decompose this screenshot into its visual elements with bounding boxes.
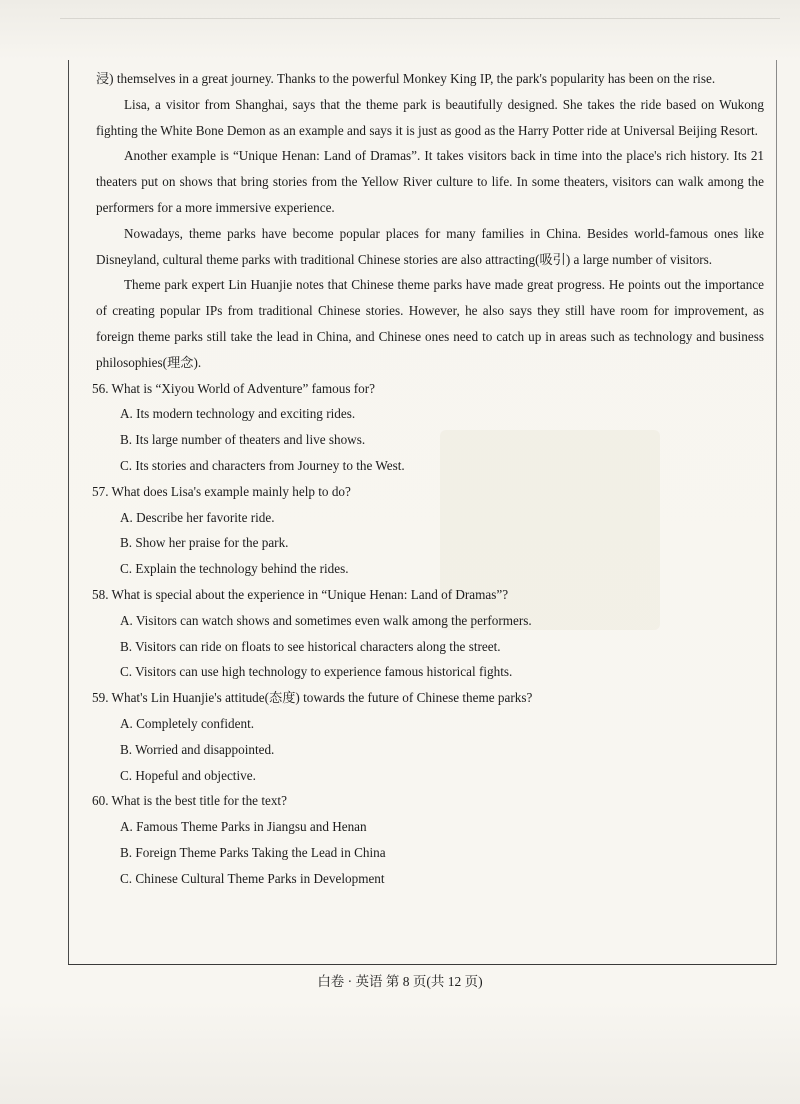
passage-paragraph-4: Nowadays, theme parks have become popular places for many families in China. Besides world-famous ones like Disneyland, cultural theme parks with traditional Chinese stories are also attracting(吸引) a large number of visitors. [96,225,764,267]
option-c: C. Chinese Cultural Theme Parks in Development [120,870,385,886]
option-b: B. Show her praise for the park. [120,535,289,551]
page-content [92,66,764,892]
question-59 [92,685,764,788]
question-stem: 60. What is the best title for the text? [92,793,287,809]
passage-paragraph-5: Theme park expert Lin Huanjie notes that Chinese theme parks have made great progress. He points out the importance of creating popular IPs from traditional Chinese stories. However, he also says they still have room for improvement, as foreign theme parks still take the lead in China, and Chinese ones need to catch up in areas such as technology and business philosophies(理念). [96,277,764,370]
option-b: B. Worried and disappointed. [120,741,275,757]
question-stem: 58. What is special about the experience in “Unique Henan: Land of Dramas”? [92,586,509,602]
option-b: B. Foreign Theme Parks Taking the Lead in China [120,844,386,860]
question-stem: 57. What does Lisa's example mainly help to do? [92,483,351,499]
passage-paragraph-3: Another example is “Unique Henan: Land of Dramas”. It takes visitors back in time into the place's rich history. Its 21 theaters put on shows that bring stories from the Yellow River culture to life. In some theaters, visitors can walk among the performers for a more immersive experience. [96,148,764,215]
left-margin-rule [68,60,69,965]
option-a: A. Its modern technology and exciting rides. [120,406,356,422]
question-58 [92,582,764,685]
option-a: A. Visitors can watch shows and sometimes even walk among the performers. [120,612,532,628]
passage-paragraph-2: Lisa, a visitor from Shanghai, says that the theme park is beautifully designed. She takes the ride based on Wukong fighting the White Bone Demon as an example and says it is just as good as the Harry Potter ride at Universal Beijing Resort. [96,96,764,138]
question-60 [92,788,764,891]
right-margin-rule [776,60,777,965]
option-c: C. Its stories and characters from Journey to the West. [120,457,405,473]
question-stem: 56. What is “Xiyou World of Adventure” famous for? [92,380,376,396]
option-a: A. Completely confident. [120,715,255,731]
option-c: C. Explain the technology behind the rides. [120,561,349,577]
question-stem: 59. What's Lin Huanjie's attitude(态度) towards the future of Chinese theme parks? [92,690,533,706]
question-57 [92,479,764,582]
top-rule [60,18,780,19]
option-a: A. Famous Theme Parks in Jiangsu and Henan [120,819,367,835]
question-56 [92,376,764,479]
option-b: B. Visitors can ride on floats to see historical characters along the street. [120,638,501,654]
option-b: B. Its large number of theaters and live shows. [120,432,366,448]
bottom-rule [68,964,776,965]
option-a: A. Describe her favorite ride. [120,509,275,525]
passage-paragraph-1: 浸) themselves in a great journey. Thanks to the powerful Monkey King IP, the park's popularity has been on the rise. [96,71,716,86]
option-c: C. Visitors can use high technology to experience famous historical fights. [120,664,513,680]
option-c: C. Hopeful and objective. [120,767,256,783]
page-footer: 白卷 · 英语 第 8 页(共 12 页) [317,974,483,989]
